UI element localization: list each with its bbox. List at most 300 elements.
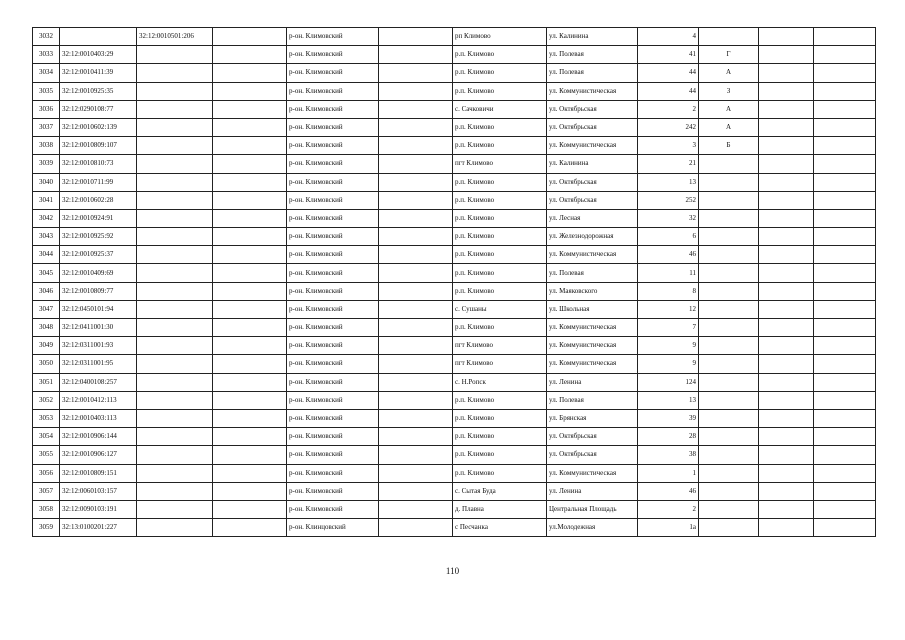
house-letter-cell — [699, 319, 759, 337]
empty-cell — [814, 191, 876, 209]
empty-cell — [814, 209, 876, 227]
cadastral-number-cell: 32:12:0010925:92 — [60, 228, 137, 246]
empty-cell — [759, 209, 814, 227]
house-letter-cell: А — [699, 118, 759, 136]
empty-cell — [759, 137, 814, 155]
table-row — [33, 300, 876, 318]
house-letter-cell — [699, 228, 759, 246]
district-cell: р-он. Климовский — [287, 228, 379, 246]
street-cell: ул. Октябрьская — [547, 428, 638, 446]
row-number-cell: 3056 — [33, 464, 60, 482]
table-row — [33, 464, 876, 482]
house-number-cell: 7 — [638, 319, 699, 337]
empty-cell — [759, 446, 814, 464]
district-cell: р-он. Климовский — [287, 482, 379, 500]
locality-cell: р.п. Климово — [453, 282, 547, 300]
empty-cell — [379, 355, 453, 373]
cadastral-number-cell: 32:12:0311001:95 — [60, 355, 137, 373]
cadastral-number-alt-cell — [137, 100, 213, 118]
table-row — [33, 519, 876, 537]
empty-cell — [213, 209, 287, 227]
district-cell: р-он. Климовский — [287, 409, 379, 427]
district-cell: р-он. Климовский — [287, 428, 379, 446]
row-number-cell: 3049 — [33, 337, 60, 355]
house-letter-cell — [699, 446, 759, 464]
cadastral-number-alt-cell — [137, 337, 213, 355]
empty-cell — [379, 191, 453, 209]
street-cell: ул. Брянская — [547, 409, 638, 427]
house-letter-cell — [699, 373, 759, 391]
locality-cell: р.п. Климово — [453, 209, 547, 227]
row-number-cell: 3033 — [33, 46, 60, 64]
empty-cell — [759, 337, 814, 355]
empty-cell — [213, 355, 287, 373]
house-letter-cell — [699, 464, 759, 482]
cadastral-number-alt-cell — [137, 155, 213, 173]
cadastral-number-cell: 32:12:0010810:73 — [60, 155, 137, 173]
house-number-cell: 39 — [638, 409, 699, 427]
house-letter-cell — [699, 300, 759, 318]
district-cell: р-он. Климовский — [287, 118, 379, 136]
empty-cell — [814, 319, 876, 337]
empty-cell — [213, 519, 287, 537]
cadastral-number-alt-cell — [137, 355, 213, 373]
empty-cell — [379, 519, 453, 537]
cadastral-number-cell: 32:12:0450101:94 — [60, 300, 137, 318]
empty-cell — [213, 173, 287, 191]
locality-cell: с. Сушаны — [453, 300, 547, 318]
empty-cell — [379, 464, 453, 482]
street-cell: ул. Школьная — [547, 300, 638, 318]
district-cell: р-он. Климовский — [287, 100, 379, 118]
empty-cell — [814, 282, 876, 300]
cadastral-number-alt-cell — [137, 319, 213, 337]
district-cell: р-он. Климовский — [287, 464, 379, 482]
empty-cell — [379, 100, 453, 118]
row-number-cell: 3057 — [33, 482, 60, 500]
cadastral-number-cell: 32:12:0010602:139 — [60, 118, 137, 136]
house-letter-cell — [699, 355, 759, 373]
cadastral-number-alt-cell — [137, 500, 213, 518]
street-cell: ул. Коммунистическая — [547, 355, 638, 373]
row-number-cell: 3054 — [33, 428, 60, 446]
district-cell: р-он. Климовский — [287, 209, 379, 227]
cadastral-number-alt-cell — [137, 82, 213, 100]
house-number-cell: 8 — [638, 282, 699, 300]
empty-cell — [814, 137, 876, 155]
house-letter-cell — [699, 173, 759, 191]
empty-cell — [213, 118, 287, 136]
house-letter-cell: З — [699, 82, 759, 100]
empty-cell — [379, 482, 453, 500]
empty-cell — [759, 319, 814, 337]
empty-cell — [213, 373, 287, 391]
cadastral-number-cell: 32:12:0311001:93 — [60, 337, 137, 355]
empty-cell — [213, 155, 287, 173]
district-cell: р-он. Климовский — [287, 373, 379, 391]
table-row — [33, 155, 876, 173]
cadastral-number-cell — [60, 28, 137, 46]
district-cell: р-он. Климовский — [287, 337, 379, 355]
empty-cell — [213, 446, 287, 464]
street-cell: ул. Калинина — [547, 155, 638, 173]
locality-cell: р.п. Климово — [453, 64, 547, 82]
empty-cell — [759, 246, 814, 264]
locality-cell: р.п. Климово — [453, 428, 547, 446]
empty-cell — [814, 391, 876, 409]
locality-cell: р.п. Климово — [453, 264, 547, 282]
house-letter-cell — [699, 337, 759, 355]
empty-cell — [379, 137, 453, 155]
cadastral-number-alt-cell — [137, 446, 213, 464]
row-number-cell: 3035 — [33, 82, 60, 100]
locality-cell: р.п. Климово — [453, 137, 547, 155]
cadastral-number-cell: 32:12:0010906:144 — [60, 428, 137, 446]
empty-cell — [379, 46, 453, 64]
cadastral-number-alt-cell — [137, 409, 213, 427]
house-number-cell: 12 — [638, 300, 699, 318]
table-row — [33, 482, 876, 500]
empty-cell — [759, 82, 814, 100]
cadastral-number-cell: 32:12:0010906:127 — [60, 446, 137, 464]
empty-cell — [213, 28, 287, 46]
street-cell: ул. Коммунистическая — [547, 337, 638, 355]
district-cell: р-он. Климовский — [287, 300, 379, 318]
locality-cell: с. Н.Ропск — [453, 373, 547, 391]
cadastral-number-cell: 32:13:0100201:227 — [60, 519, 137, 537]
house-letter-cell — [699, 282, 759, 300]
house-number-cell: 9 — [638, 355, 699, 373]
empty-cell — [213, 228, 287, 246]
empty-cell — [814, 264, 876, 282]
house-number-cell: 13 — [638, 173, 699, 191]
empty-cell — [379, 228, 453, 246]
locality-cell: р.п. Климово — [453, 391, 547, 409]
house-letter-cell — [699, 246, 759, 264]
house-letter-cell — [699, 428, 759, 446]
cadastral-number-alt-cell — [137, 519, 213, 537]
house-letter-cell — [699, 28, 759, 46]
district-cell: р-он. Климовский — [287, 391, 379, 409]
row-number-cell: 3051 — [33, 373, 60, 391]
table-row — [33, 137, 876, 155]
locality-cell: с Песчанка — [453, 519, 547, 537]
table-row — [33, 118, 876, 136]
house-number-cell: 242 — [638, 118, 699, 136]
cadastral-number-cell: 32:12:0400108:257 — [60, 373, 137, 391]
empty-cell — [379, 246, 453, 264]
house-number-cell: 41 — [638, 46, 699, 64]
empty-cell — [213, 282, 287, 300]
row-number-cell: 3039 — [33, 155, 60, 173]
cadastral-number-cell: 32:12:0010412:113 — [60, 391, 137, 409]
cadastral-number-alt-cell — [137, 118, 213, 136]
table-row — [33, 246, 876, 264]
locality-cell: р.п. Климово — [453, 228, 547, 246]
street-cell: ул. Октябрьская — [547, 446, 638, 464]
page-number: 110 — [445, 566, 460, 576]
empty-cell — [814, 28, 876, 46]
district-cell: р-он. Климовский — [287, 155, 379, 173]
district-cell: р-он. Климовский — [287, 355, 379, 373]
table-row — [33, 355, 876, 373]
row-number-cell: 3046 — [33, 282, 60, 300]
empty-cell — [814, 100, 876, 118]
house-number-cell: 21 — [638, 155, 699, 173]
district-cell: р-он. Климовский — [287, 64, 379, 82]
cadastral-number-alt-cell — [137, 191, 213, 209]
street-cell: ул. Октябрьская — [547, 173, 638, 191]
cadastral-number-cell: 32:12:0010711:99 — [60, 173, 137, 191]
empty-cell — [759, 428, 814, 446]
empty-cell — [759, 264, 814, 282]
street-cell: ул. Коммунистическая — [547, 246, 638, 264]
house-letter-cell — [699, 264, 759, 282]
table-row — [33, 428, 876, 446]
locality-cell: с. Сачковичи — [453, 100, 547, 118]
cadastral-number-cell: 32:12:0010809:107 — [60, 137, 137, 155]
empty-cell — [213, 64, 287, 82]
row-number-cell: 3050 — [33, 355, 60, 373]
row-number-cell: 3052 — [33, 391, 60, 409]
empty-cell — [379, 282, 453, 300]
empty-cell — [814, 228, 876, 246]
house-number-cell: 44 — [638, 64, 699, 82]
empty-cell — [379, 209, 453, 227]
table-row — [33, 282, 876, 300]
cadastral-number-cell: 32:12:0010602:28 — [60, 191, 137, 209]
locality-cell: р.п. Климово — [453, 246, 547, 264]
cadastral-number-cell: 32:12:0411001:30 — [60, 319, 137, 337]
empty-cell — [759, 482, 814, 500]
empty-cell — [213, 482, 287, 500]
cadastral-number-cell: 32:12:0010809:77 — [60, 282, 137, 300]
empty-cell — [379, 64, 453, 82]
empty-cell — [814, 519, 876, 537]
house-number-cell: 28 — [638, 428, 699, 446]
row-number-cell: 3053 — [33, 409, 60, 427]
table-row — [33, 446, 876, 464]
table-row — [33, 264, 876, 282]
house-number-cell: 13 — [638, 391, 699, 409]
empty-cell — [379, 428, 453, 446]
empty-cell — [814, 409, 876, 427]
empty-cell — [759, 300, 814, 318]
cadastral-number-cell: 32:12:0010809:151 — [60, 464, 137, 482]
empty-cell — [814, 46, 876, 64]
empty-cell — [379, 373, 453, 391]
house-letter-cell — [699, 519, 759, 537]
empty-cell — [814, 155, 876, 173]
street-cell: ул. Полевая — [547, 391, 638, 409]
cadastral-number-alt-cell — [137, 246, 213, 264]
empty-cell — [759, 228, 814, 246]
district-cell: р-он. Климовский — [287, 82, 379, 100]
cadastral-number-cell: 32:12:0010925:37 — [60, 246, 137, 264]
empty-cell — [814, 464, 876, 482]
empty-cell — [814, 482, 876, 500]
cadastral-number-alt-cell: 32:12:0010501:206 — [137, 28, 213, 46]
empty-cell — [379, 409, 453, 427]
house-number-cell: 3 — [638, 137, 699, 155]
cadastral-number-cell: 32:12:0290108:77 — [60, 100, 137, 118]
house-number-cell: 6 — [638, 228, 699, 246]
empty-cell — [759, 173, 814, 191]
house-number-cell: 32 — [638, 209, 699, 227]
empty-cell — [213, 300, 287, 318]
table-row — [33, 28, 876, 46]
locality-cell: р.п. Климово — [453, 46, 547, 64]
house-number-cell: 44 — [638, 82, 699, 100]
district-cell: р-он. Климовский — [287, 246, 379, 264]
locality-cell: р.п. Климово — [453, 173, 547, 191]
row-number-cell: 3048 — [33, 319, 60, 337]
empty-cell — [759, 519, 814, 537]
locality-cell: р.п. Климово — [453, 191, 547, 209]
locality-cell: пгт Климово — [453, 355, 547, 373]
cadastral-number-alt-cell — [137, 228, 213, 246]
cadastral-number-cell: 32:12:0010403:29 — [60, 46, 137, 64]
house-number-cell: 46 — [638, 246, 699, 264]
row-number-cell: 3041 — [33, 191, 60, 209]
street-cell: ул. Коммунистическая — [547, 464, 638, 482]
house-letter-cell: Г — [699, 46, 759, 64]
empty-cell — [814, 428, 876, 446]
empty-cell — [213, 264, 287, 282]
empty-cell — [379, 264, 453, 282]
house-letter-cell — [699, 391, 759, 409]
row-number-cell: 3047 — [33, 300, 60, 318]
house-number-cell: 124 — [638, 373, 699, 391]
cadastral-number-alt-cell — [137, 46, 213, 64]
empty-cell — [379, 173, 453, 191]
cadastral-number-alt-cell — [137, 482, 213, 500]
table-row — [33, 373, 876, 391]
row-number-cell: 3038 — [33, 137, 60, 155]
cadastral-number-cell: 32:12:0090103:191 — [60, 500, 137, 518]
street-cell: ул. Маяковского — [547, 282, 638, 300]
empty-cell — [379, 82, 453, 100]
street-cell: ул. Ленина — [547, 373, 638, 391]
empty-cell — [814, 500, 876, 518]
locality-cell: рп Климово — [453, 28, 547, 46]
street-cell: ул. Коммунистическая — [547, 319, 638, 337]
table-row — [33, 391, 876, 409]
street-cell: Центральная Площадь — [547, 500, 638, 518]
empty-cell — [213, 337, 287, 355]
cadastral-number-alt-cell — [137, 264, 213, 282]
cadastral-number-alt-cell — [137, 64, 213, 82]
table-row — [33, 409, 876, 427]
empty-cell — [379, 319, 453, 337]
street-cell: ул. Железнодорожная — [547, 228, 638, 246]
cadastral-number-cell: 32:12:0010409:69 — [60, 264, 137, 282]
empty-cell — [814, 246, 876, 264]
empty-cell — [213, 191, 287, 209]
empty-cell — [213, 46, 287, 64]
locality-cell: р.п. Климово — [453, 319, 547, 337]
empty-cell — [759, 500, 814, 518]
empty-cell — [759, 391, 814, 409]
locality-cell: р.п. Климово — [453, 409, 547, 427]
house-letter-cell — [699, 191, 759, 209]
empty-cell — [814, 355, 876, 373]
street-cell: ул. Полевая — [547, 264, 638, 282]
empty-cell — [814, 82, 876, 100]
table-row — [33, 82, 876, 100]
locality-cell: с. Сытая Буда — [453, 482, 547, 500]
empty-cell — [379, 391, 453, 409]
street-cell: ул.Молодежная — [547, 519, 638, 537]
table-row — [33, 46, 876, 64]
table-row — [33, 64, 876, 82]
district-cell: р-он. Климовский — [287, 500, 379, 518]
row-number-cell: 3040 — [33, 173, 60, 191]
empty-cell — [759, 373, 814, 391]
table-row — [33, 228, 876, 246]
cadastral-number-cell: 32:12:0010403:113 — [60, 409, 137, 427]
empty-cell — [379, 155, 453, 173]
empty-cell — [814, 173, 876, 191]
table-row — [33, 100, 876, 118]
row-number-cell: 3043 — [33, 228, 60, 246]
empty-cell — [814, 64, 876, 82]
empty-cell — [814, 337, 876, 355]
street-cell: ул. Ленина — [547, 482, 638, 500]
cadastral-number-cell: 32:12:0010925:35 — [60, 82, 137, 100]
row-number-cell: 3034 — [33, 64, 60, 82]
empty-cell — [759, 64, 814, 82]
district-cell: р-он. Климовский — [287, 137, 379, 155]
empty-cell — [213, 391, 287, 409]
house-letter-cell: Б — [699, 137, 759, 155]
house-letter-cell: А — [699, 100, 759, 118]
row-number-cell: 3045 — [33, 264, 60, 282]
empty-cell — [379, 337, 453, 355]
district-cell: р-он. Климовский — [287, 282, 379, 300]
locality-cell: д. Плавна — [453, 500, 547, 518]
empty-cell — [759, 409, 814, 427]
district-cell: р-он. Климовский — [287, 28, 379, 46]
cadastral-number-alt-cell — [137, 464, 213, 482]
cadastral-number-alt-cell — [137, 428, 213, 446]
house-letter-cell — [699, 482, 759, 500]
table-row — [33, 209, 876, 227]
row-number-cell: 3036 — [33, 100, 60, 118]
house-number-cell: 46 — [638, 482, 699, 500]
row-number-cell: 3044 — [33, 246, 60, 264]
row-number-cell: 3058 — [33, 500, 60, 518]
row-number-cell: 3037 — [33, 118, 60, 136]
cadastral-number-alt-cell — [137, 173, 213, 191]
table-row — [33, 337, 876, 355]
empty-cell — [213, 500, 287, 518]
cadastral-number-cell: 32:12:0060103:157 — [60, 482, 137, 500]
house-number-cell: 2 — [638, 500, 699, 518]
street-cell: ул. Октябрьская — [547, 118, 638, 136]
locality-cell: р.п. Климово — [453, 446, 547, 464]
cadastral-number-cell: 32:12:0010411:39 — [60, 64, 137, 82]
empty-cell — [213, 428, 287, 446]
house-number-cell: 11 — [638, 264, 699, 282]
house-number-cell: 9 — [638, 337, 699, 355]
street-cell: ул. Полевая — [547, 46, 638, 64]
house-number-cell: 4 — [638, 28, 699, 46]
row-number-cell: 3032 — [33, 28, 60, 46]
empty-cell — [814, 446, 876, 464]
cadastral-number-alt-cell — [137, 282, 213, 300]
empty-cell — [759, 100, 814, 118]
